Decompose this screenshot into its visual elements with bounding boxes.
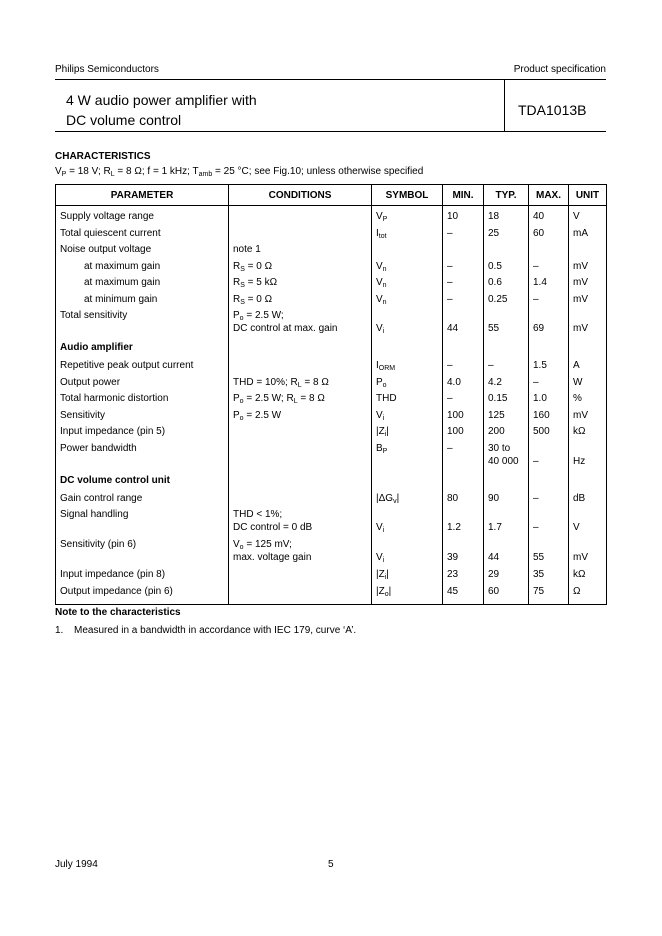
table-row [56, 425, 607, 442]
cell-min [443, 508, 484, 538]
cell-unit: mV [569, 276, 607, 293]
table-row [56, 409, 607, 426]
table-row [56, 206, 607, 227]
cell-min: 45 [443, 585, 484, 605]
cell-max: – [529, 376, 569, 393]
cell-min: 4.0 [443, 376, 484, 393]
cell-unit [569, 508, 607, 538]
table-row [56, 376, 607, 393]
cell-min: 10 [443, 206, 484, 227]
header-conditions: CONDITIONS [229, 185, 372, 206]
cell-unit: % [569, 392, 607, 409]
cell-unit: W [569, 376, 607, 393]
cell-unit: kΩ [569, 425, 607, 442]
cell-typ: 29 [484, 568, 529, 585]
cell-conditions: $P_o = 2.5$ W; DC control at max. gain [229, 309, 372, 339]
cell-min: – [443, 227, 484, 244]
cell-conditions [229, 359, 372, 376]
company-name: Philips Semiconductors [55, 64, 159, 75]
cell-parameter: Output power [56, 376, 229, 393]
header-min: MIN. [443, 185, 484, 206]
cell-unit [569, 538, 607, 568]
cell-conditions [229, 227, 372, 244]
condition-line2: DC control = 0 dB [233, 522, 313, 533]
cell-symbol [372, 339, 443, 359]
value-unit: V [573, 522, 580, 533]
cell-unit [569, 442, 607, 472]
cell-max [529, 538, 569, 568]
cell-conditions: $R_S = 5$ kΩ [229, 276, 372, 293]
cell-parameter: Total sensitivity [56, 309, 229, 339]
cell-typ: 60 [484, 585, 529, 605]
cell-typ: 0.25 [484, 293, 529, 310]
cell-unit: mV [569, 293, 607, 310]
cell-symbol [372, 243, 443, 260]
cell-symbol: $|Z_i|$ [372, 568, 443, 585]
cell-symbol: $|Z_i|$ [372, 425, 443, 442]
cell-symbol: $V_i$ [372, 538, 443, 568]
cell-conditions [229, 472, 372, 492]
value-unit: Hz [573, 455, 586, 467]
section-heading: CHARACTERISTICS [55, 151, 151, 162]
table-row [56, 260, 607, 277]
cell-min: – [443, 276, 484, 293]
cell-unit: mV [569, 409, 607, 426]
cell-parameter: at maximum gain [56, 260, 229, 277]
cell-symbol: $I_{tot}$ [372, 227, 443, 244]
table-row [56, 442, 607, 472]
cell-unit: Ω [569, 585, 607, 605]
value-typ: 44 [488, 552, 500, 563]
cell-conditions: $R_S = 0$ Ω [229, 293, 372, 310]
cell-parameter: Sensitivity (pin 6) [56, 538, 229, 568]
cell-symbol: $I_{ORM}$ [372, 359, 443, 376]
footer-date: July 1994 [55, 859, 98, 870]
value-typ-line1: 30 to [488, 442, 511, 454]
cell-max [529, 472, 569, 492]
table-row [56, 472, 607, 492]
title-line-1: 4 W audio power amplifier with [66, 92, 257, 108]
cell-max [529, 442, 569, 472]
value-typ: 1.7 [488, 522, 502, 533]
cell-typ: – [484, 359, 529, 376]
cell-max: 1.5 [529, 359, 569, 376]
cell-max [529, 339, 569, 359]
cell-parameter: at minimum gain [56, 293, 229, 310]
cell-unit [569, 309, 607, 339]
cell-typ: 4.2 [484, 376, 529, 393]
cell-max: – [529, 293, 569, 310]
cell-typ [484, 538, 529, 568]
table-row [56, 508, 607, 538]
cell-max: 1.4 [529, 276, 569, 293]
title-rule [55, 131, 606, 132]
cell-typ: 125 [484, 409, 529, 426]
cell-typ: 0.15 [484, 392, 529, 409]
table-row [56, 243, 607, 260]
cell-min: – [443, 392, 484, 409]
cell-conditions: $V_o = 125$ mV; max. voltage gain [229, 538, 372, 568]
cell-min: 100 [443, 425, 484, 442]
cell-conditions [229, 508, 372, 538]
title-line-2: DC volume control [66, 112, 182, 128]
cell-unit: dB [569, 492, 607, 509]
notes-title: Note to the characteristics [55, 607, 181, 618]
cell-symbol: $V_P$ [372, 206, 443, 227]
cell-symbol: $P_o$ [372, 376, 443, 393]
cell-parameter: Input impedance (pin 8) [56, 568, 229, 585]
table-header-row [56, 185, 607, 206]
cell-unit: A [569, 359, 607, 376]
cell-conditions: THD = 10%; $R_L = 8$ Ω [229, 376, 372, 393]
value-max: – [533, 455, 539, 467]
cell-symbol: $V_n$ [372, 293, 443, 310]
document-type: Product specification [513, 64, 606, 75]
cell-parameter: Noise output voltage [56, 243, 229, 260]
cell-typ [484, 243, 529, 260]
cell-parameter: Supply voltage range [56, 206, 229, 227]
table-row [56, 293, 607, 310]
cell-symbol: $B_P$ [372, 442, 443, 472]
cell-parameter: Power bandwidth [56, 442, 229, 472]
cell-typ [484, 508, 529, 538]
value-typ-line2: 40 000 [488, 455, 519, 467]
cell-typ: 0.5 [484, 260, 529, 277]
page-number: 5 [328, 859, 334, 870]
cell-max [529, 243, 569, 260]
note-number: 1. [55, 625, 64, 636]
cell-typ: 200 [484, 425, 529, 442]
title-divider [504, 79, 505, 131]
value-max: 55 [533, 552, 545, 563]
cell-min [443, 339, 484, 359]
cell-symbol: $|Z_o|$ [372, 585, 443, 605]
cell-symbol: $V_n$ [372, 260, 443, 277]
cell-unit [569, 339, 607, 359]
cell-typ: 0.6 [484, 276, 529, 293]
table-row [56, 538, 607, 568]
table-row [56, 276, 607, 293]
value-min: 1.2 [447, 522, 461, 533]
cell-parameter: Gain control range [56, 492, 229, 509]
cell-typ: 25 [484, 227, 529, 244]
cell-parameter: Total harmonic distortion [56, 392, 229, 409]
part-number: TDA1013B [518, 102, 587, 118]
cell-symbol: $|\Delta G_v|$ [372, 492, 443, 509]
value-unit: mV [573, 323, 588, 334]
value-max: 69 [533, 323, 545, 334]
cell-symbol: $V_i$ [372, 409, 443, 426]
cell-unit: mV [569, 260, 607, 277]
header-typ: TYP. [484, 185, 529, 206]
cell-max: 500 [529, 425, 569, 442]
condition-line2: max. voltage gain [233, 552, 312, 563]
header-max: MAX. [529, 185, 569, 206]
cell-symbol: $V_i$ [372, 508, 443, 538]
cell-typ [484, 339, 529, 359]
cell-unit [569, 243, 607, 260]
header-symbol: SYMBOL [372, 185, 443, 206]
cell-max: – [529, 492, 569, 509]
cell-max: 160 [529, 409, 569, 426]
cell-min: 80 [443, 492, 484, 509]
header-parameter: PARAMETER [56, 185, 229, 206]
condition-line1: THD < 1%; [233, 509, 283, 520]
cell-unit [569, 472, 607, 492]
cell-min: 100 [443, 409, 484, 426]
table-row [56, 359, 607, 376]
cell-symbol: $V_n$ [372, 276, 443, 293]
cell-unit: mA [569, 227, 607, 244]
subsection-audio-amplifier: Audio amplifier [56, 339, 229, 359]
cell-conditions: note 1 [229, 243, 372, 260]
note-1: Measured in a bandwidth in accordance with IEC 179, curve ‘A’. [74, 625, 357, 636]
cell-parameter: Signal handling [56, 508, 229, 538]
cell-min: – [443, 293, 484, 310]
cell-max: 60 [529, 227, 569, 244]
cell-max: 35 [529, 568, 569, 585]
cell-min: – [443, 359, 484, 376]
cell-conditions [229, 585, 372, 605]
cell-parameter: Output impedance (pin 6) [56, 585, 229, 605]
cell-min [443, 472, 484, 492]
cell-parameter: Total quiescent current [56, 227, 229, 244]
cell-conditions [229, 568, 372, 585]
table-row [56, 227, 607, 244]
cell-unit: kΩ [569, 568, 607, 585]
table-row [56, 492, 607, 509]
table-row [56, 392, 607, 409]
cell-max [529, 309, 569, 339]
value-typ: 55 [488, 323, 500, 334]
cell-min [443, 243, 484, 260]
section-conditions: $V_P = 18$ V; $R_L = 8$ Ω; f = 1 kHz; $T_{amb} = 25$ °C; see Fig.10; unless otherwise specified [55, 166, 424, 178]
cell-min [443, 309, 484, 339]
cell-conditions: $R_S = 0$ Ω [229, 260, 372, 277]
value-min: 39 [447, 552, 459, 563]
value-unit: mV [573, 552, 588, 563]
characteristics-table [55, 184, 607, 605]
value-max: – [533, 522, 539, 533]
header-rule [55, 79, 606, 80]
cell-max: 75 [529, 585, 569, 605]
cell-min: 23 [443, 568, 484, 585]
cell-conditions [229, 206, 372, 227]
cell-min: – [443, 260, 484, 277]
cell-max: – [529, 260, 569, 277]
cell-min [443, 538, 484, 568]
cell-symbol: THD [372, 392, 443, 409]
cell-conditions [229, 442, 372, 472]
table-row [56, 585, 607, 605]
table-row [56, 568, 607, 585]
subsection-dc-volume: DC volume control unit [56, 472, 229, 492]
cell-conditions [229, 425, 372, 442]
cell-parameter: Sensitivity [56, 409, 229, 426]
cell-max: 40 [529, 206, 569, 227]
table-row [56, 339, 607, 359]
cell-conditions [229, 492, 372, 509]
cell-max [529, 508, 569, 538]
cell-typ [484, 442, 529, 472]
cell-min: – [443, 442, 484, 472]
value-min: 44 [447, 323, 459, 334]
table-row [56, 309, 607, 339]
cell-parameter: Repetitive peak output current [56, 359, 229, 376]
cell-unit: V [569, 206, 607, 227]
cell-max: 1.0 [529, 392, 569, 409]
cell-conditions: $P_o = 2.5$ W [229, 409, 372, 426]
cell-typ [484, 309, 529, 339]
cell-typ: 18 [484, 206, 529, 227]
cell-parameter: at maximum gain [56, 276, 229, 293]
cell-typ: 90 [484, 492, 529, 509]
cell-symbol: $V_i$ [372, 309, 443, 339]
header-unit: UNIT [569, 185, 607, 206]
cell-conditions [229, 339, 372, 359]
cell-typ [484, 472, 529, 492]
cell-symbol [372, 472, 443, 492]
cell-conditions: $P_o = 2.5$ W; $R_L = 8$ Ω [229, 392, 372, 409]
cell-parameter: Input impedance (pin 5) [56, 425, 229, 442]
